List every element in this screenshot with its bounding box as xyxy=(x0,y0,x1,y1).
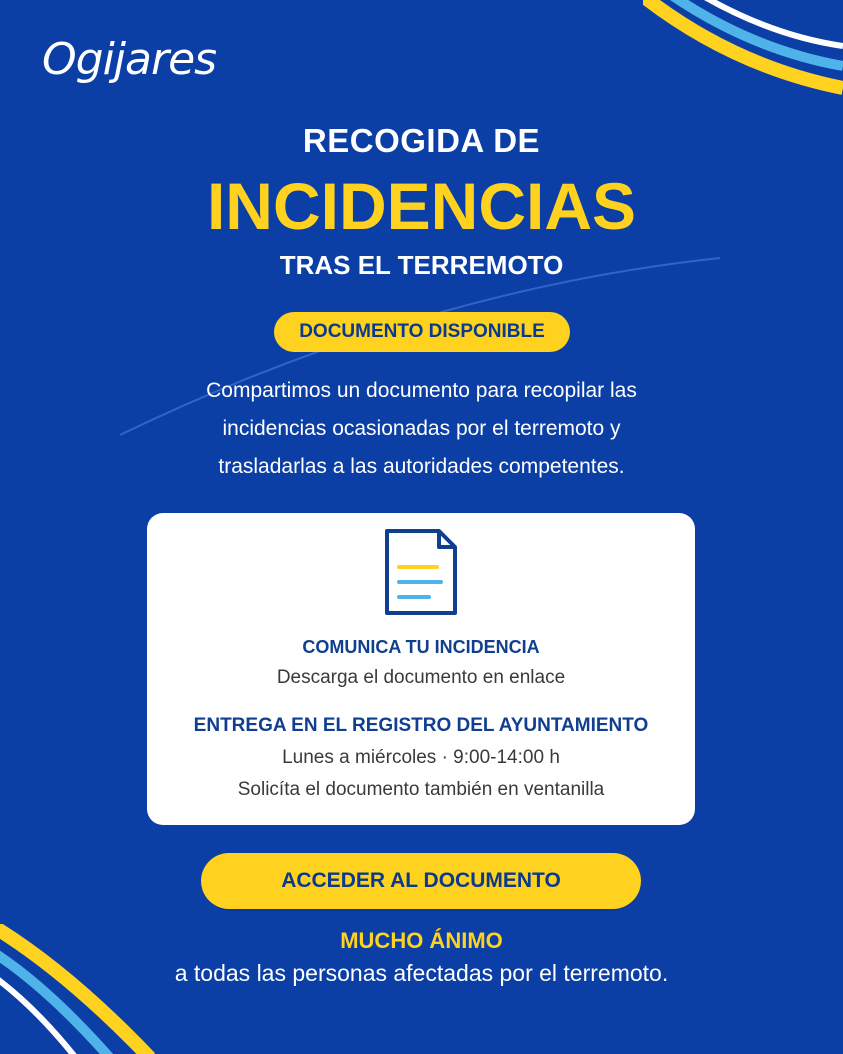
logo-text: Ogijares xyxy=(42,34,217,85)
card-text-window: Solicíta el documento también en ventanilla xyxy=(237,779,605,800)
ogijares-logo xyxy=(42,30,252,90)
footer-heading: MUCHO ÁNIMO xyxy=(340,928,503,953)
document-available-badge: DOCUMENTO DISPONIBLE xyxy=(274,312,570,352)
document-icon xyxy=(383,527,459,617)
intro-line: Compartimos un documento para recopilar las xyxy=(206,379,637,402)
intro-line: trasladarlas a las autoridades competentes. xyxy=(218,455,625,478)
footer-text: a todas las personas afectadas por el terremoto. xyxy=(174,960,669,986)
info-card xyxy=(147,513,695,825)
card-heading-report: COMUNICA TU INCIDENCIA xyxy=(302,637,540,657)
intro-line: incidencias ocasionadas por el terremoto y xyxy=(222,417,621,440)
title-line-2: INCIDENCIAS xyxy=(206,169,637,243)
card-text-download: Descarga el documento en enlace xyxy=(276,667,566,688)
intro-paragraph xyxy=(110,372,733,486)
title-line-1: RECOGIDA DE xyxy=(302,122,541,159)
title-line-3: TRAS EL TERREMOTO xyxy=(279,250,564,280)
card-heading-delivery: ENTREGA EN EL REGISTRO DEL AYUNTAMIENTO xyxy=(193,715,649,736)
top-right-swoosh-decoration xyxy=(643,0,843,100)
access-document-button[interactable]: ACCEDER AL DOCUMENTO xyxy=(201,853,641,909)
card-text-hours: Lunes a miércoles · 9:00-14:00 h xyxy=(282,747,560,768)
